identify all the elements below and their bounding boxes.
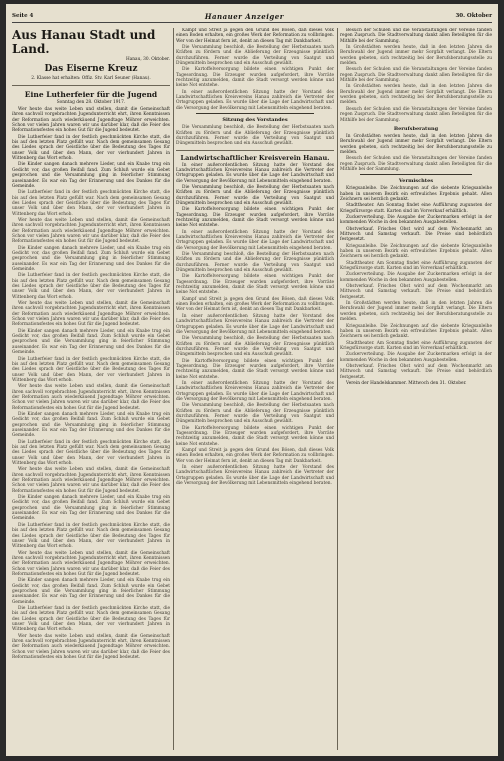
paragraph: Besuch der Schulen und die Veranstaltungen der Vereine fanden regen Zuspruch. Die Stadtverwaltung dankt allen Beteiligten für die Mithilfe bei der Sammlung. [340,67,492,84]
section-title: Landwirtschaftlicher Kreisverein Hanau. [180,153,330,162]
column-rule [337,28,338,750]
page-number: Seite 4 [12,13,34,19]
paragraph: Die Versammlung beschloß, die Bestellung der Herbstsaaten nach Kräften zu fördern und die Ablieferung der Erzeugnisse pünktlich durchzuführen. Ferner wurde die Verteilung von Saatgut und Düngemitteln besprochen und ein Ausschuß gewählt. [176,336,334,358]
paragraph: In Großstädten werden heute, daß in den letzten Jahren die Berufswahl der Jugend immer mehr Sorgfalt verlangt. Die Eltern werden gebeten, sich rechtzeitig bei der Berufsberatungsstelle zu melden. [340,133,492,155]
column-rule [173,28,174,750]
column-1 [12,28,170,750]
section-title: Vermischtes [398,178,434,185]
paragraph: In einer außerordentlichen Sitzung hatte der Vorstand des Landwirtschaftlichen Kreisvereins Hanau zahlreich die Vertreter der Ortsgruppen geladen. Es wurde über die Lage der Landwirtschaft und die Versorgung der Bevölkerung mit Lebensmitteln eingehend beraten. [176,162,334,184]
divider [360,174,472,175]
paragraph: Die Kinder sangen danach mehrere Lieder, und ein Knabe trug ein Gedicht vor, das großen Beifall fand. Zum Schluß wurde ein Gebet gesprochen und die Versammlung ging in feierlicher Stimmung auseinander. Es war ein Tag der Erinnerung und des Dankes für die Gemeinde. [12,328,170,356]
paragraph: Kampf und Streit ja gegen den Grund des Bösen, daß dieses Volk einen Boden erhalten, ein großes Werk der Reformation zu vollbringen. Wer von der Heimat fern ist, denkt an diesen Tag mit Dankbarkeit. [176,28,334,44]
paragraph: Die Versammlung beschloß, die Bestellung der Herbstsaaten nach Kräften zu fördern und die Ablieferung der Erzeugnisse pünktlich durchzuführen. Ferner wurde die Verteilung von Saatgut und Düngemitteln besprochen und ein Ausschuß gewählt. [176,45,334,67]
paragraph: Die Kinder sangen danach mehrere Lieder, und ein Knabe trug ein Gedicht vor, das großen Beifall fand. Zum Schluß wurde ein Gebet gesprochen und die Versammlung ging in feierlicher Stimmung auseinander. Es war ein Tag der Erinnerung und des Dankes für die Gemeinde. [12,411,170,439]
paragraph: Wer heute das weite Leben und stellen, damit die Gemeinschaft ihren sachvoll vorgebrachten Jugendunterricht ehrt, ihren Kenntnissen der Reformation auch wiederkäuend Jugendtage Möhrer erweichten. Schon vor vielen Jahren waren wir uns darüber klar, daß die Feier des Reformationsfestes ein hohes Gut für die Jugend bedeutet. [12,107,170,134]
paragraph: Die Kinder sangen danach mehrere Lieder, und ein Knabe trug ein Gedicht vor, das großen Beifall fand. Zum Schluß wurde ein Gebet gesprochen und die Versammlung ging in feierlicher Stimmung auseinander. Es war ein Tag der Erinnerung und des Dankes für die Gemeinde. [12,495,170,522]
paragraph: Wer heute das weite Leben und stellen, damit die Gemeinschaft ihren sachvoll vorgebrachten Jugendunterricht ehrt, ihren Kenntnissen der Reformation auch wiederkäuend Jugendtage Möhrer erweichten. Schon vor vielen Jahren waren wir uns darüber klar, daß die Feier des Reformationsfestes ein hohes Gut für die Jugend bedeutet. [12,217,170,245]
article-title: Das Eiserne Kreuz [44,64,138,75]
paragraph: Die Kinder sangen danach mehrere Lieder, und ein Knabe trug ein Gedicht vor, das großen Beifall fand. Zum Schluß wurde ein Gebet gesprochen und die Versammlung ging in feierlicher Stimmung auseinander. Es war ein Tag der Erinnerung und des Dankes für die Gemeinde. [12,578,170,605]
paragraph: Obstverkauf. Frisches Obst wird auf dem Wochenmarkt am Mittwoch und Samstag verkauft. Die Preise sind behördlich festgesetzt. [340,226,492,243]
paragraph: Obstverkauf. Frisches Obst wird auf dem Wochenmarkt am Mittwoch und Samstag verkauft. Die Preise sind behördlich festgesetzt. [340,363,492,380]
paragraph: Kriegsanleihe. Die Zeichnungen auf die siebente Kriegsanleihe haben in unserem Bezirk ein erfreuliches Ergebnis gehabt. Allen Zeichnern sei herzlich gedankt. [340,243,492,260]
issue-date: 30. Oktober [455,13,492,19]
paragraph: Verein der Handelskammer. Mittwoch den 31. Oktober. [346,380,467,386]
paragraph: Wer heute das weite Leben und stellen, damit die Gemeinschaft ihren sachvoll vorgebrachten Jugendunterricht ehrt, ihren Kenntnissen der Reformation auch wiederkäuend Jugendtage Möhrer erweichten. Schon vor vielen Jahren waren wir uns darüber klar, daß die Feier des Reformationsfestes ein hohes Gut für die Jugend bedeutet. [12,550,170,577]
paragraph: Kampf und Streit ja gegen den Grund des Bösen, daß dieses Volk einen Boden erhalten, ein großes Werk der Reformation zu vollbringen. Wer von der Heimat fern ist, denkt an diesen Tag mit Dankbarkeit. [176,296,334,313]
paragraph: In einer außerordentlichen Sitzung hatte der Vorstand des Landwirtschaftlichen Kreisvereins Hanau zahlreich die Vertreter der Ortsgruppen geladen. Es wurde über die Lage der Landwirtschaft und die Versorgung der Bevölkerung mit Lebensmitteln eingehend beraten. [176,229,334,251]
paragraph: Die Lutherfeier fand in der festlich geschmückten Kirche statt, die bis auf den letzten Platz gefüllt war. Nach dem gemeinsamen Gesang des Liedes sprach der Geistliche über die Bedeutung des Tages für unser Volk und über den Mann, der vor vierhundert Jahren in Wittenberg das Wort erhob. [12,273,170,300]
paragraph: Die Lutherfeier fand in der festlich geschmückten Kirche statt, die bis auf den letzten Platz gefüllt war. Nach dem gemeinsamen Gesang des Liedes sprach der Geistliche über die Bedeutung des Tages für unser Volk und über den Mann, der vor vierhundert Jahren in Wittenberg das Wort erhob. [12,356,170,383]
paragraph: Besuch der Schulen und die Veranstaltungen der Vereine fanden regen Zuspruch. Die Stadtverwaltung dankt allen Beteiligten für die Mithilfe bei der Sammlung. [340,28,492,44]
paragraph: Wer heute das weite Leben und stellen, damit die Gemeinschaft ihren sachvoll vorgebrachten Jugendunterricht ehrt, ihren Kenntnissen der Reformation auch wiederkäuend Jugendtage Möhrer erweichten. Schon vor vielen Jahren waren wir uns darüber klar, daß die Feier des Reformationsfestes ein hohes Gut für die Jugend bedeutet. [12,384,170,411]
paragraph: Die Kartoffelversorgung bildete einen wichtigen Punkt der Tagesordnung. Die Erzeuger wurden aufgefordert, ihre Vorräte rechtzeitig anzumelden, damit die Stadt versorgt werden könne und keine Not entstehe. [176,358,334,380]
paragraph: Die Lutherfeier fand in der festlich geschmückten Kirche statt, die bis auf den letzten Platz gefüllt war. Nach dem gemeinsamen Gesang des Liedes sprach der Geistliche über die Bedeutung des Tages für unser Volk und über den Mann, der vor vierhundert Jahren in Wittenberg das Wort erhob. [12,522,170,550]
divider [176,150,334,151]
paragraph: Zuckerverteilung. Die Ausgabe der Zuckermarken erfolgt in der kommenden Woche in den bekannten Ausgabestellen. [340,214,492,226]
section-title: Berufsberatung [393,125,439,132]
paragraph: Wer heute das weite Leben und stellen, damit die Gemeinschaft ihren sachvoll vorgebrachten Jugendunterricht ehrt, ihren Kenntnissen der Reformation auch wiederkäuend Jugendtage Möhrer erweichten. Schon vor vielen Jahren waren wir uns darüber klar, daß die Feier des Reformationsfestes ein hohes Gut für die Jugend bedeutet. [12,467,170,494]
paragraph: Die Kinder sangen danach mehrere Lieder, und ein Knabe trug ein Gedicht vor, das großen Beifall fand. Zum Schluß wurde ein Gebet gesprochen und die Versammlung ging in feierlicher Stimmung auseinander. Es war ein Tag der Erinnerung und des Dankes für die Gemeinde. [12,245,170,272]
article-subtitle: 2. Klasse hat erhalten: Offiz. Stv. Karl Seuner (Hanau). [31,76,151,82]
paragraph: Wer heute das weite Leben und stellen, damit die Gemeinschaft ihren sachvoll vorgebrachten Jugendunterricht ehrt, ihren Kenntnissen der Reformation auch wiederkäuend Jugendtage Möhrer erweichten. Schon vor vielen Jahren waren wir uns darüber klar, daß die Feier des Reformationsfestes ein hohes Gut für die Jugend bedeutet. [12,301,170,328]
paragraph: Kriegsanleihe. Die Zeichnungen auf die siebente Kriegsanleihe haben in unserem Bezirk ein erfreuliches Ergebnis gehabt. Allen Zeichnern sei herzlich gedankt. [340,186,492,202]
paragraph: Die Kartoffelversorgung bildete einen wichtigen Punkt der Tagesordnung. Die Erzeuger wurden aufgefordert, ihre Vorräte rechtzeitig anzumelden, damit die Stadt versorgt werden könne und keine Not entstehe. [176,67,334,89]
article-date: Sonntag den 28. Oktober 1917. [56,99,126,105]
dateline: Hanau, 30. Oktober. [125,57,170,62]
page-header [12,10,492,23]
paragraph: Obstverkauf. Frisches Obst wird auf dem Wochenmarkt am Mittwoch und Samstag verkauft. Die Preise sind behördlich festgesetzt. [340,284,492,300]
paragraph: Die Kartoffelversorgung bildete einen wichtigen Punkt der Tagesordnung. Die Erzeuger wurden aufgefordert, ihre Vorräte rechtzeitig anzumelden, damit die Stadt versorgt werden könne und keine Not entstehe. [176,274,334,296]
paragraph: Besuch der Schulen und die Veranstaltungen der Vereine fanden regen Zuspruch. Die Stadtverwaltung dankt allen Beteiligten für die Mithilfe bei der Sammlung. [340,106,492,123]
paragraph: Kriegsanleihe. Die Zeichnungen auf die siebente Kriegsanleihe haben in unserem Bezirk ein erfreuliches Ergebnis gehabt. Allen Zeichnern sei herzlich gedankt. [340,323,492,340]
paragraph: Zuckerverteilung. Die Ausgabe der Zuckermarken erfolgt in der kommenden Woche in den bekannten Ausgabestellen. [340,272,492,283]
paragraph: Die Kartoffelversorgung bildete einen wichtigen Punkt der Tagesordnung. Die Erzeuger wurden aufgefordert, ihre Vorräte rechtzeitig anzumelden, damit die Stadt versorgt werden könne und keine Not entstehe. [176,207,334,229]
article-title: Eine Lutherfeier für die Jugend [24,89,158,99]
paragraph: Wer heute das weite Leben und stellen, damit die Gemeinschaft ihren sachvoll vorgebrachten Jugendunterricht ehrt, ihren Kenntnissen der Reformation auch wiederkäuend Jugendtage Möhrer erweichten. Schon vor vielen Jahren waren wir uns darüber klar, daß die Feier des Reformationsfestes ein hohes Gut für die Jugend bedeutet. [12,633,170,661]
paragraph: Stadttheater. Am Sonntag findet eine Aufführung zugunsten der Kriegsfürsorge statt. Karten sind im Vorverkauf erhältlich. [340,260,492,272]
paragraph: Die Lutherfeier fand in der festlich geschmückten Kirche statt, die bis auf den letzten Platz gefüllt war. Nach dem gemeinsamen Gesang des Liedes sprach der Geistliche über die Bedeutung des Tages für unser Volk und über den Mann, der vor vierhundert Jahren in Wittenberg das Wort erhob. [12,439,170,467]
paragraph: Die Lutherfeier fand in der festlich geschmückten Kirche statt, die bis auf den letzten Platz gefüllt war. Nach dem gemeinsamen Gesang des Liedes sprach der Geistliche über die Bedeutung des Tages für unser Volk und über den Mann, der vor vierhundert Jahren in Wittenberg das Wort erhob. [12,605,170,633]
paragraph: Die Versammlung beschloß, die Bestellung der Herbstsaaten nach Kräften zu fördern und die Ablieferung der Erzeugnisse pünktlich durchzuführen. Ferner wurde die Verteilung von Saatgut und Düngemitteln besprochen und ein Ausschuß gewählt. [176,252,334,274]
divider [12,85,170,86]
masthead: Hanauer Anzeiger [204,11,284,21]
paragraph: Besuch der Schulen und die Veranstaltungen der Vereine fanden regen Zuspruch. Die Stadtverwaltung dankt allen Beteiligten für die Mithilfe bei der Sammlung. [340,156,492,172]
paragraph: Die Kinder sangen danach mehrere Lieder, und ein Knabe trug ein Gedicht vor, das großen Beifall fand. Zum Schluß wurde ein Gebet gesprochen und die Versammlung ging in feierlicher Stimmung auseinander. Es war ein Tag der Erinnerung und des Dankes für die Gemeinde. [12,162,170,189]
paragraph: In Großstädten werden heute, daß in den letzten Jahren die Berufswahl der Jugend immer mehr Sorgfalt verlangt. Die Eltern werden gebeten, sich rechtzeitig bei der Berufsberatungsstelle zu melden. [340,84,492,106]
paragraph: Die Versammlung beschloß, die Bestellung der Herbstsaaten nach Kräften zu fördern und die Ablieferung der Erzeugnisse pünktlich durchzuführen. Ferner wurde die Verteilung von Saatgut und Düngemitteln besprochen und ein Ausschuß gewählt. [176,184,334,206]
paragraph: Die Versammlung beschloß, die Bestellung der Herbstsaaten nach Kräften zu fördern und die Ablieferung der Erzeugnisse pünktlich durchzuführen. Ferner wurde die Verteilung von Saatgut und Düngemitteln besprochen und ein Ausschuß gewählt. [176,125,334,147]
paragraph: Die Versammlung beschloß, die Bestellung der Herbstsaaten nach Kräften zu fördern und die Ablieferung der Erzeugnisse pünktlich durchzuführen. Ferner wurde die Verteilung von Saatgut und Düngemitteln besprochen und ein Ausschuß gewählt. [176,403,334,425]
paragraph: Stadttheater. Am Sonntag findet eine Aufführung zugunsten der Kriegsfürsorge statt. Karten sind im Vorverkauf erhältlich. [340,340,492,351]
paragraph: In einer außerordentlichen Sitzung hatte der Vorstand des Landwirtschaftlichen Kreisvereins Hanau zahlreich die Vertreter der Ortsgruppen geladen. Es wurde über die Lage der Landwirtschaft und die Versorgung der Bevölkerung mit Lebensmitteln eingehend beraten. [176,89,334,111]
paragraph: Kampf und Streit ja gegen den Grund des Bösen, daß dieses Volk einen Boden erhalten, ein großes Werk der Reformation zu vollbringen. Wer von der Heimat fern ist, denkt an diesen Tag mit Dankbarkeit. [176,448,334,464]
notice-heading: Sitzung des Vorstandes [222,117,288,124]
column-3 [340,28,492,750]
paragraph: In Großstädten werden heute, daß in den letzten Jahren die Berufswahl der Jugend immer mehr Sorgfalt verlangt. Die Eltern werden gebeten, sich rechtzeitig bei der Berufsberatungsstelle zu melden. [340,45,492,67]
divider [196,113,314,114]
column-2 [176,28,334,750]
paragraph: Stadttheater. Am Sonntag findet eine Aufführung zugunsten der Kriegsfürsorge statt. Karten sind im Vorverkauf erhältlich. [340,203,492,214]
paragraph: In einer außerordentlichen Sitzung hatte der Vorstand des Landwirtschaftlichen Kreisvereins Hanau zahlreich die Vertreter der Ortsgruppen geladen. Es wurde über die Lage der Landwirtschaft und die Versorgung der Bevölkerung mit Lebensmitteln eingehend beraten. [176,465,334,487]
paragraph: Die Lutherfeier fand in der festlich geschmückten Kirche statt, die bis auf den letzten Platz gefüllt war. Nach dem gemeinsamen Gesang des Liedes sprach der Geistliche über die Bedeutung des Tages für unser Volk und über den Mann, der vor vierhundert Jahren in Wittenberg das Wort erhob. [12,190,170,217]
newspaper-page [6,4,498,756]
paragraph: In einer außerordentlichen Sitzung hatte der Vorstand des Landwirtschaftlichen Kreisvereins Hanau zahlreich die Vertreter der Ortsgruppen geladen. Es wurde über die Lage der Landwirtschaft und die Versorgung der Bevölkerung mit Lebensmitteln eingehend beraten. [176,313,334,335]
paragraph: In einer außerordentlichen Sitzung hatte der Vorstand des Landwirtschaftlichen Kreisvereins Hanau zahlreich die Vertreter der Ortsgruppen geladen. Es wurde über die Lage der Landwirtschaft und die Versorgung der Bevölkerung mit Lebensmitteln eingehend beraten. [176,380,334,402]
paragraph: Die Kartoffelversorgung bildete einen wichtigen Punkt der Tagesordnung. Die Erzeuger wurden aufgefordert, ihre Vorräte rechtzeitig anzumelden, damit die Stadt versorgt werden könne und keine Not entstehe. [176,425,334,447]
local-news-headline: Aus Hanau Stadt und Land. [12,28,156,56]
paragraph: Die Lutherfeier fand in der festlich geschmückten Kirche statt, die bis auf den letzten Platz gefüllt war. Nach dem gemeinsamen Gesang des Liedes sprach der Geistliche über die Bedeutung des Tages für unser Volk und über den Mann, der vor vierhundert Jahren in Wittenberg das Wort erhob. [12,134,170,162]
paragraph: In Großstädten werden heute, daß in den letzten Jahren die Berufswahl der Jugend immer mehr Sorgfalt verlangt. Die Eltern werden gebeten, sich rechtzeitig bei der Berufsberatungsstelle zu melden. [340,301,492,323]
paragraph: Zuckerverteilung. Die Ausgabe der Zuckermarken erfolgt in der kommenden Woche in den bekannten Ausgabestellen. [340,352,492,363]
